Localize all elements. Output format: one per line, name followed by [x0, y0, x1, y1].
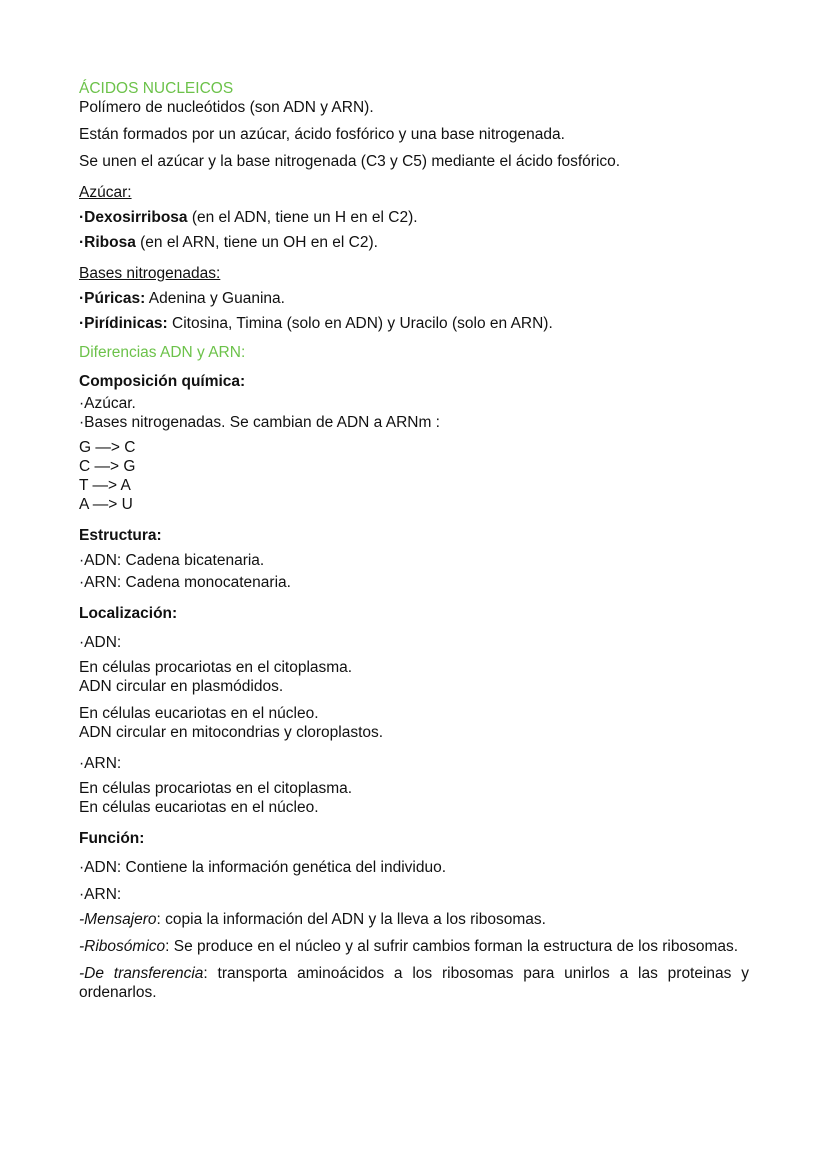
localizacion-line: En células eucariotas en el núcleo. [79, 705, 319, 722]
bases-item-name: ·Púricas: [79, 290, 146, 307]
azucar-item [79, 233, 749, 252]
localizacion-adn-label: ·ADN: [79, 634, 122, 651]
estructura-heading: Estructura: [79, 527, 162, 544]
composicion-line: ·Bases nitrogenadas. Se cambian de ADN a ARNm : [79, 414, 440, 431]
localizacion-line: En células eucariotas en el núcleo. [79, 799, 319, 816]
arn-type-text: : Se produce en el núcleo y al sufrir cambios forman la estructura de los ribosomas. [165, 938, 739, 955]
base-change: T —> A [79, 477, 131, 494]
funcion-arn-type [79, 910, 749, 929]
localizacion-line: En células procariotas en el citoplasma. [79, 780, 353, 797]
funcion-heading: Función: [79, 830, 145, 847]
base-change: G —> C [79, 439, 136, 456]
diferencias-heading: Diferencias ADN y ARN: [79, 344, 246, 361]
arn-type-name: -De transferencia [79, 965, 204, 982]
localizacion-arn-label: ·ARN: [79, 755, 122, 772]
intro-line: Están formados por un azúcar, ácido fosfórico y una base nitrogenada. [79, 126, 565, 143]
estructura-line: ·ADN: Cadena bicatenaria. [79, 552, 265, 569]
page-title: ÁCIDOS NUCLEICOS [79, 80, 234, 97]
base-change: C —> G [79, 458, 136, 475]
intro-line: Polímero de nucleótidos (son ADN y ARN). [79, 99, 374, 116]
arn-type-name: -Mensajero [79, 911, 157, 928]
azucar-item [79, 208, 749, 227]
document-content [79, 79, 749, 1002]
funcion-adn: ·ADN: Contiene la información genética del individuo. [79, 859, 447, 876]
azucar-item-text: (en el ADN, tiene un H en el C2). [187, 209, 418, 226]
azucar-item-name: ·Dexosirribosa [79, 209, 188, 226]
funcion-arn-label: ·ARN: [79, 886, 122, 903]
arn-type-name: -Ribosómico [79, 938, 166, 955]
localizacion-line: ADN circular en plasmódidos. [79, 678, 284, 695]
localizacion-line: ADN circular en mitocondrias y cloroplastos. [79, 724, 384, 741]
bases-item [79, 314, 749, 333]
base-change: A —> U [79, 496, 133, 513]
localizacion-heading: Localización: [79, 605, 178, 622]
azucar-heading: Azúcar: [79, 184, 132, 201]
intro-line: Se unen el azúcar y la base nitrogenada (C3 y C5) mediante el ácido fosfórico. [79, 153, 621, 170]
composicion-line: ·Azúcar. [79, 395, 136, 412]
bases-item-text: Adenina y Guanina. [145, 290, 285, 307]
composicion-heading: Composición química: [79, 373, 246, 390]
funcion-arn-type [79, 964, 749, 1002]
azucar-item-name: ·Ribosa [79, 234, 136, 251]
estructura-line: ·ARN: Cadena monocatenaria. [79, 574, 291, 591]
bases-item-name: ·Pirídinicas: [79, 315, 168, 332]
bases-item [79, 289, 749, 308]
bases-heading: Bases nitrogenadas: [79, 265, 221, 282]
arn-type-text: : copia la información del ADN y la lleva a los ribosomas. [156, 911, 546, 928]
azucar-item-text: (en el ARN, tiene un OH en el C2). [135, 234, 378, 251]
arn-type-text: : transporta aminoácidos a los ribosomas para unirlos a las proteinas y ordenarlos. [79, 965, 749, 1001]
bases-item-text: Citosina, Timina (solo en ADN) y Uracilo (solo en ARN). [167, 315, 553, 332]
localizacion-line: En células procariotas en el citoplasma. [79, 659, 353, 676]
funcion-arn-type [79, 937, 749, 956]
